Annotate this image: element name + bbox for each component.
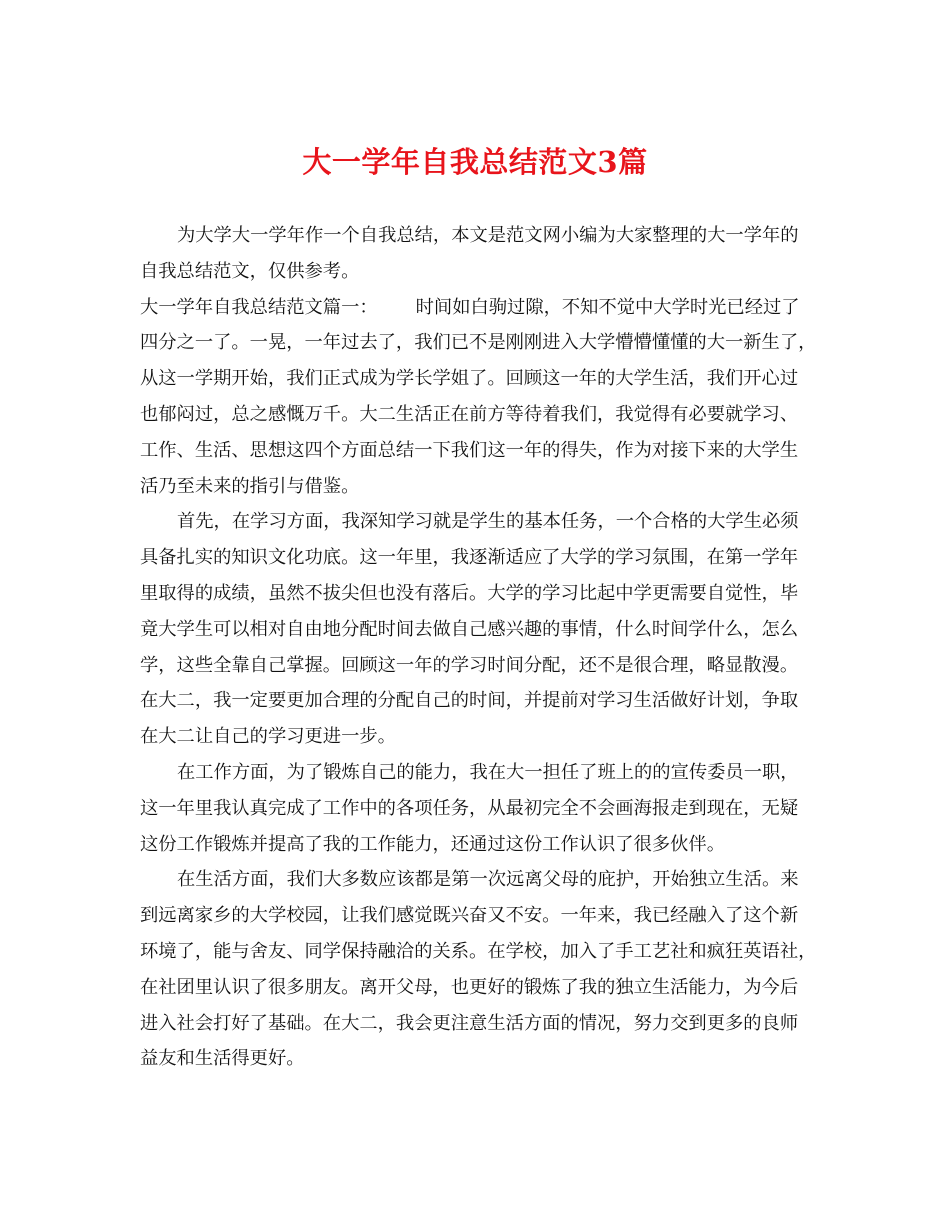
section-heading: 大一学年自我总结范文篇一： — [140, 296, 378, 318]
work-line: 这一年里我认真完成了工作中的各项任务，从最初完全不会画海报走到现在，无疑 — [140, 797, 799, 819]
life-line: 益友和生活得更好。 — [140, 1048, 305, 1070]
study-line: 具备扎实的知识文化功底。这一年里，我逐渐适应了大学的学习氛围，在第一学年 — [140, 547, 799, 569]
section-line: 工作、生活、思想这四个方面总结一下我们这一年的得失，作为对接下来的大学生 — [140, 439, 799, 461]
section-line: 四分之一了。一晃，一年过去了，我们已不是刚刚进入大学懵懵懂懂的大一新生了， — [140, 332, 817, 354]
section-heading-line — [140, 290, 816, 326]
life-line: 环境了，能与舍友、同学保持融洽的关系。在学校，加入了手工艺社和疯狂英语社， — [140, 940, 817, 962]
work-line: 在工作方面，为了锻炼自己的能力，我在大一担任了班上的的宣传委员一职， — [177, 761, 799, 783]
section-first-line: 时间如白驹过隙，不知不觉中大学时光已经过了 — [415, 296, 800, 318]
intro-line: 为大学大一学年作一个自我总结，本文是范文网小编为大家整理的大一学年的 — [177, 225, 799, 246]
section-line: 活乃至未来的指引与借鉴。 — [140, 475, 360, 497]
document-title: 大一学年自我总结范文3篇 — [302, 145, 648, 179]
work-line: 这份工作锻炼并提高了我的工作能力，还通过这份工作认识了很多伙伴。 — [140, 833, 725, 855]
intro-line: 自我总结范文，仅供参考。 — [140, 260, 360, 282]
section-line: 也郁闷过，总之感慨万千。大二生活正在前方等待着我们，我觉得有必要就学习、 — [140, 403, 799, 425]
study-line: 首先，在学习方面，我深知学习就是学生的基本任务，一个合格的大学生必须 — [177, 511, 799, 533]
study-line: 在大二，我一定要更加合理的分配自己的时间，并提前对学习生活做好计划，争取 — [140, 690, 799, 712]
section-line: 从这一学期开始，我们正式成为学长学姐了。回顾这一年的大学生活，我们开心过 — [140, 368, 799, 390]
document-body — [140, 218, 816, 1077]
life-line: 在社团里认识了很多朋友。离开父母，也更好的锻炼了我的独立生活能力，为今后 — [140, 976, 799, 998]
study-line: 学，这些全靠自己掌握。回顾这一年的学习时间分配，还不是很合理，略显散漫。 — [140, 654, 799, 676]
life-line: 到远离家乡的大学校园，让我们感觉既兴奋又不安。一年来，我已经融入了这个新 — [140, 905, 799, 927]
study-line: 里取得的成绩，虽然不拔尖但也没有落后。大学的学习比起中学更需要自觉性，毕 — [140, 582, 799, 604]
study-line: 在大二让自己的学习更进一步。 — [140, 726, 396, 748]
study-line: 竟大学生可以相对自由地分配时间去做自己感兴趣的事情，什么时间学什么，怎么 — [140, 618, 799, 640]
life-line: 在生活方面，我们大多数应该都是第一次远离父母的庇护，开始独立生活。来 — [177, 869, 799, 891]
life-line: 进入社会打好了基础。在大二，我会更注意生活方面的情况，努力交到更多的良师 — [140, 1012, 799, 1034]
